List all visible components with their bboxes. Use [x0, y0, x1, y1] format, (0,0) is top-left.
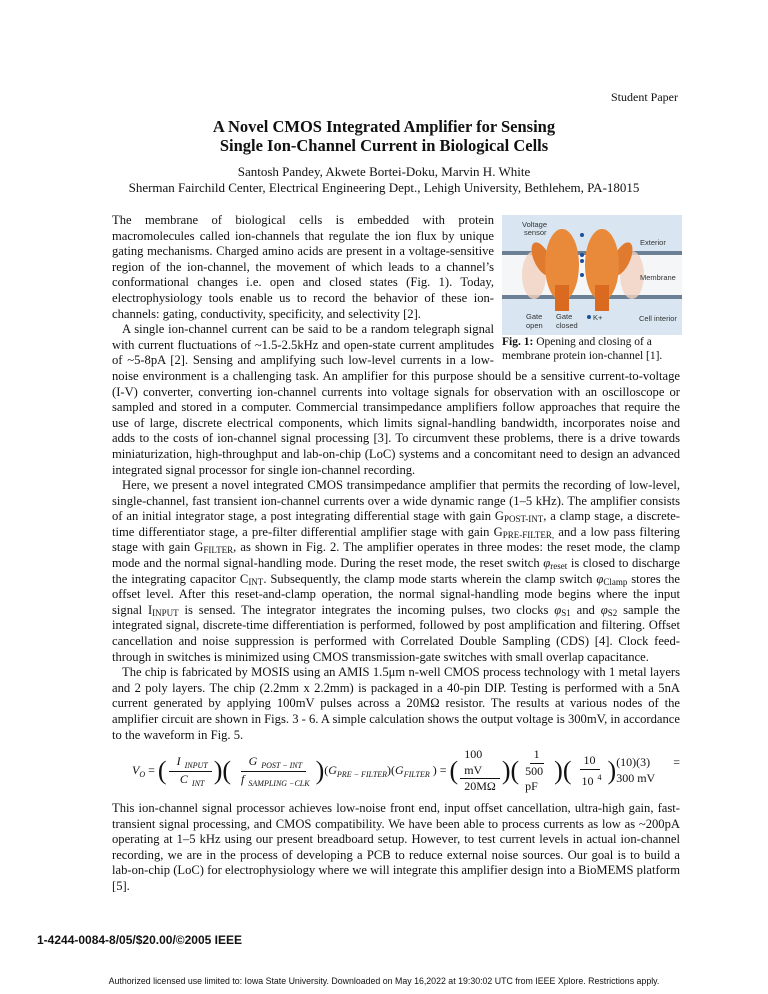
figure-1-caption: [502, 335, 686, 363]
cell-interior-label: Cell interior: [639, 314, 677, 323]
subscript: Clamp: [603, 576, 628, 587]
text-run: sample the integrated signal, discrete-time differentiation is performed, followed by post amplification and filtering. Offset cancellation and noise suppression is performed with Correlated Double Sampling (CDS) [4]. Clock feed-through in switches is minimized using CMOS transmission-gate switches with small overlap capacitance.: [112, 602, 681, 664]
paper-body: [112, 213, 680, 895]
text-run: stores the offset level. After this reset-and-clamp operation, the normal signal-handling mode begins where the input signal I: [112, 571, 680, 617]
eq-term: C: [179, 771, 188, 786]
eq-fraction: [460, 747, 500, 795]
eq-gain-product: $(G_{PRE - FILTER})(G_{FILTER}$ ) =: [324, 762, 450, 779]
membrane-label: Membrane: [640, 273, 676, 282]
output-voltage-equation: $V_O$ = ( $\frac{I _{INPUT}}{C _{INT}}$ ) ( $\frac{G _{POST - INT}}{f _{SAMPLING -CLK}}$ ) $(G_{PRE - FILTER})(G_{FILTER}$ ) = ( $\frac{100 mV}{20M\Omega}$ ) ( $\frac{1}{500 pF}$ ) ( $\frac{10}{10 ^4}$ ) (10)(3) = 300 mV: [132, 747, 680, 794]
eq-term: 20MΩ: [464, 779, 496, 794]
affiliation: Sherman Fairchild Center, Electrical Engineering Dept., Lehigh University, Bethlehem, PA-18015: [128, 180, 640, 195]
symbol: φ: [554, 602, 562, 617]
text-run: and: [570, 602, 601, 617]
eq-sub: INT: [191, 778, 205, 788]
text-run: Here, we present a novel integrated CMOS transimpedance amplifier that permits the recording of low-level, single-channel, fast transient ion-channel currents over a wide dynamic range (1–5 kHz). The amplifier consists of an initial integrator stage, a post integrating differential stage with gain G: [112, 478, 680, 524]
eq-fraction: [169, 754, 212, 789]
subscript: PRE-FILTER,: [502, 529, 555, 540]
eq-term: f: [241, 771, 245, 786]
eq-term: G: [395, 762, 404, 777]
eq-sub: INPUT: [184, 760, 208, 770]
eq-term: G: [328, 762, 337, 777]
eq-term: G: [248, 753, 258, 768]
eq-lhs-group: [132, 763, 145, 780]
symbol: φ: [543, 556, 551, 571]
text-run: A single ion-channel current can be said to be a random telegraph signal with current fluctuations of ~1.5-2.5kHz and open-state current amplitudes of ~5-8pA [2]. Sensing and amplifying such low-level currents in a low-noise environment is a challenging task. An amplifier for this purpose should be a sensitive current-to-voltage (I-V) converter, converting ion-channel currents into voltage signals for observation with an oscilloscope or sampled and stored in a computer. Commercial transimpedance amplifiers follow approaches that require the use of large, discrete electrical components, which limits signal-handling bandwidth, incorporates noise and adds to the costs of ion-channel signal processing [3]. To circumvent these problems, there is a drive towards miniaturization, high-throughput and lab-on-chip (LoC) systems and a concomitant need to design an advanced integrated signal processor for single ion-channel recording.: [112, 322, 680, 477]
eq-tail: (10)(3) = 300 mV: [616, 755, 680, 786]
text-run: is sensed. The integrator integrates the incoming pulses, two clocks: [178, 602, 555, 617]
caption-label: Fig. 1:: [502, 336, 534, 348]
symbol: φ: [596, 571, 604, 586]
ion-label: K+: [593, 313, 603, 322]
paragraph-3: [112, 478, 680, 665]
subscript: INT: [248, 576, 264, 587]
authorized-use-notice: Authorized licensed use limited to: Iowa State University. Downloaded on May 16,2022 at 19:30:02 UTC from IEEE Xplore. Restrictions apply.: [108, 976, 660, 986]
text-run: The membrane of biological cells is embedded with protein macromolecules called ion-channels that regulate the ion flux by unique gating mechanisms. Charged amino acids are present in a voltage-sensitive region of the ion-channel, the movement of which leads to a channel’s conformational changes i.e. open and closed states (Fig. 1). Today, electrophysiology tools enable us to record the behavior of these ion-channels: gating, conductivity, specificity, and selectivity [2].: [112, 213, 494, 321]
copyright-footer: 1-4244-0084-8/05/$20.00/©2005 IEEE: [37, 933, 242, 947]
text-run: This ion-channel signal processor achieves low-noise front end, input offset cancellation, ultra-high gain, fast-transient signal processing, and CMOS compatibility. We have been able to process currents as low as ~200pA operating at 1–5 kHz using our present breadboard setup. However, to test current levels in actual ion-channel recording, we are in the process of developing a PCB to reduce external noise sources. Our goal is to build a lab-on-chip (LoC) for electrophysiology where we will integrate this amplifier design into a BioMEMS platform [5].: [112, 800, 680, 893]
subscript: S1: [561, 607, 571, 618]
subscript: reset: [550, 561, 568, 572]
gate-open-label: Gate open: [526, 312, 543, 330]
text-run: , a clamp stage, a discrete-time differentiator stage, a pre-filter differential amplifier stage with gain G: [112, 509, 681, 539]
voltage-sensor-label: Voltage sensor: [522, 220, 548, 237]
subscript: FILTER: [203, 545, 234, 556]
author-block: [0, 164, 768, 196]
eq-sub: FILTER: [403, 769, 430, 779]
eq-term: 100 mV: [460, 747, 500, 779]
eq-fraction: [233, 754, 314, 789]
subscript: S2: [607, 607, 618, 618]
paragraph-5: [112, 801, 680, 895]
title-line-2: Single Ion-Channel Current in Biological Cells: [219, 136, 549, 155]
eq-term: 10: [581, 773, 594, 788]
authors: Santosh Pandey, Akwete Bortei-Doku, Marvin H. White: [237, 164, 531, 179]
text-run: The chip is fabricated by MOSIS using an AMIS 1.5μm n-well CMOS process technology with 1 metal layers and 2 poly layers. The chip (2.2mm x 2.2mm) is packaged in a 40-pin DIP. Testing is performed with a 5nA current generated by applying 100mV pulses across a 20MΩ resistor. The results at various nodes of the amplifier circuit are shown in Figs. 3 - 6. A simple calculation shows the output voltage is 300mV, in accordance to the waveform in Fig. 5.: [112, 665, 680, 742]
paragraph-4: [112, 665, 680, 743]
eq-sub: O: [139, 769, 146, 779]
text-run: is closed to discharge the integrating capacitor C: [112, 556, 680, 586]
title-line-1: A Novel CMOS Integrated Amplifier for Sensing: [212, 117, 556, 136]
ion-channel-illustration: [502, 215, 682, 335]
text-run: . Subsequently, the clamp mode starts wherein the clamp switch: [263, 571, 597, 586]
eq-lhs: V: [132, 762, 140, 777]
caption-text: Opening and closing of a membrane protein ion-channel [1].: [502, 336, 663, 362]
eq-term: 10: [580, 753, 600, 770]
eq-fraction: [574, 753, 606, 789]
symbol: φ: [600, 602, 608, 617]
eq-sub: PRE − FILTER: [336, 769, 388, 779]
eq-sub: SAMPLING −CLK: [248, 778, 310, 788]
subscript: POST-INT: [504, 514, 544, 525]
paper-title: [0, 117, 768, 155]
text-run: , as shown in Fig. 2. The amplifier operates in three modes: the reset mode, the clamp mode and the normal signal-handling mode. During the reset mode, the reset switch: [112, 540, 681, 571]
eq-term: 1: [530, 747, 544, 764]
eq-term: I: [176, 753, 181, 768]
eq-fraction: [521, 747, 552, 795]
gate-closed-label: Gate closed: [556, 312, 578, 330]
figure-1: [502, 215, 686, 363]
text-run: and a low pass filtering stage with gain G: [112, 524, 680, 555]
eq-term: 500 pF: [525, 763, 544, 794]
eq-sub: POST − INT: [261, 760, 303, 770]
subscript: INPUT: [152, 607, 179, 618]
exterior-label: Exterior: [640, 238, 666, 247]
student-paper-label: Student Paper: [611, 90, 678, 104]
eq-exponent: 4: [597, 772, 602, 782]
